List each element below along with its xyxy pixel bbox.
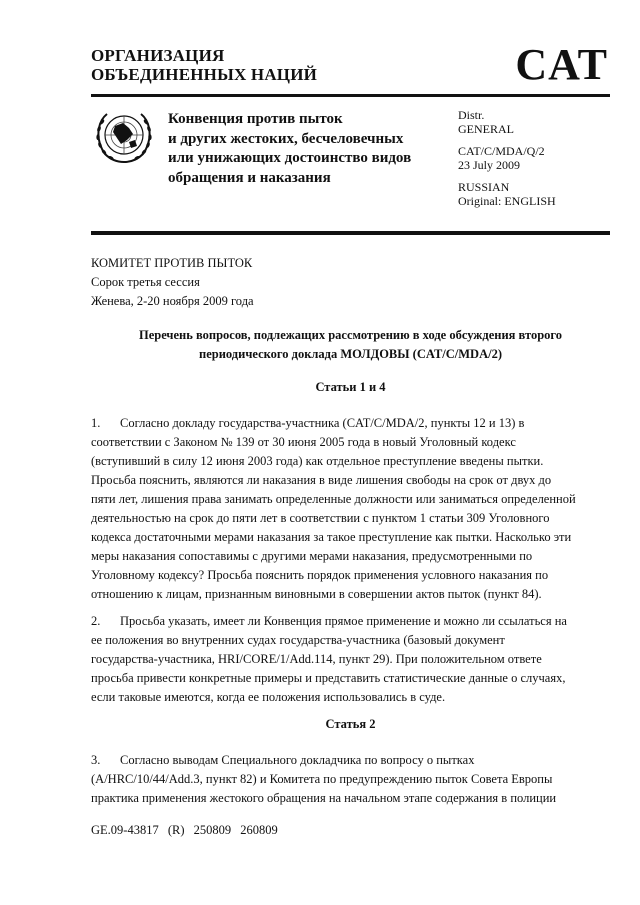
document-title-line-1: Перечень вопросов, подлежащих рассмотрению в ходе обсуждения второго: [138, 328, 563, 342]
convention-title-line: и других жестоких, бесчеловечных: [168, 130, 404, 147]
paragraph-line: если таковые имеются, когда ее положения использовались в суде.: [91, 690, 446, 704]
original-language: Original: ENGLISH: [458, 193, 556, 208]
paragraph-line: просьба привести конкретные примеры и представить статистические данные о случаях,: [91, 671, 566, 685]
distribution-value: GENERAL: [458, 121, 514, 136]
convention-title-line: или унижающих достоинство видов: [168, 150, 412, 166]
paragraph-line: Согласно выводам Специального докладчика по вопросу о пытках: [120, 753, 475, 767]
un-emblem-icon: [93, 108, 155, 164]
paragraph-number: 2.: [91, 614, 101, 628]
committee-session: Сорок третья сессия: [91, 275, 200, 289]
document-date: 23 July 2009: [458, 157, 521, 172]
document-language: RUSSIAN: [458, 180, 510, 194]
paragraph-line: деятельностью на срок до пяти лет в соответствии с пунктом 1 статьи 309 Уголовного: [91, 511, 550, 525]
paragraph-line: пяти лет, лишения права занимать определенные должности или заниматься определенной: [91, 492, 576, 506]
language-code: (R): [167, 823, 185, 837]
distribution-label: Distr.: [458, 108, 485, 122]
footer-date-1: 250809: [193, 823, 232, 837]
committee-block: [91, 254, 254, 311]
paragraph-line: меры наказания сопоставимы с другими мерами наказания, предусмотренными по: [91, 549, 533, 563]
paragraph-line: (вступивший в силу 12 июня 2003 года) как отдельное преступление введены пытки.: [91, 454, 544, 468]
distribution-block: [458, 109, 556, 208]
paragraph-line: государства-участника, HRI/CORE/1/Add.114, пункт 29). При положительном ответе: [91, 652, 542, 666]
section-heading: Статьи 1 и 4: [315, 380, 386, 394]
organization-name: [91, 46, 317, 84]
job-number: GE.09-43817: [91, 823, 159, 837]
paragraph-2: [91, 612, 610, 707]
convention-title: [168, 110, 411, 188]
convention-title-line: Конвенция против пыток: [168, 111, 343, 127]
document-title-line-2: периодического доклада МОЛДОВЫ (CAT/C/MDA/2): [199, 347, 502, 361]
committee-location-dates: Женева, 2-20 ноября 2009 года: [91, 294, 254, 308]
document-series-symbol: CAT: [515, 40, 608, 89]
paragraph-number: 3.: [91, 753, 101, 767]
document-symbol: CAT/C/MDA/Q/2: [458, 144, 545, 158]
committee-name: КОМИТЕТ ПРОТИВ ПЫТОК: [91, 256, 253, 270]
paragraph-line: соответствии с Законом № 139 от 30 июня 2005 года в новый Уголовный кодекс: [91, 435, 516, 449]
header-rule-bottom: [91, 231, 610, 235]
organization-line-2: ОБЪЕДИНЕННЫХ НАЦИЙ: [91, 65, 318, 84]
paragraph-line: практика применения жестокого обращения на начальном этапе содержания в полиции: [91, 791, 557, 805]
header-rule-top: [91, 94, 610, 97]
footer-date-2: 260809: [240, 823, 278, 837]
paragraph-3: [91, 751, 610, 808]
paragraph-line: Просьба пояснить, являются ли наказания в виде лишения свободы на срок от двух до: [91, 473, 552, 487]
document-footer: [91, 822, 278, 838]
paragraph-line: Уголовному кодексу? Просьба пояснить порядок применения условного наказания по: [91, 568, 549, 582]
paragraph-line: отношению к лицам, признанным виновными в совершении актов пыток (пункт 84).: [91, 587, 542, 601]
section-heading: Статья 2: [325, 717, 376, 731]
paragraph-number: 1.: [91, 416, 101, 430]
paragraph-line: кодекса достаточными мерами наказания за такое преступление как пытки. Насколько эти: [91, 530, 572, 544]
convention-title-line: обращения и наказания: [168, 169, 331, 186]
organization-line-1: ОРГАНИЗАЦИЯ: [91, 46, 225, 65]
paragraph-1: [91, 414, 610, 604]
paragraph-line: Согласно докладу государства-участника (CAT/C/MDA/2, пункты 12 и 13) в: [120, 416, 525, 430]
paragraph-line: (A/HRC/10/44/Add.3, пункт 82) и Комитета по предупреждению пыток Совета Европы: [91, 772, 553, 786]
paragraph-line: Просьба указать, имеет ли Конвенция прямое применение и можно ли ссылаться на: [120, 614, 567, 628]
paragraph-line: ее положения во внутренних судах государства-участника (базовый документ: [91, 633, 505, 647]
document-title: [91, 326, 610, 364]
